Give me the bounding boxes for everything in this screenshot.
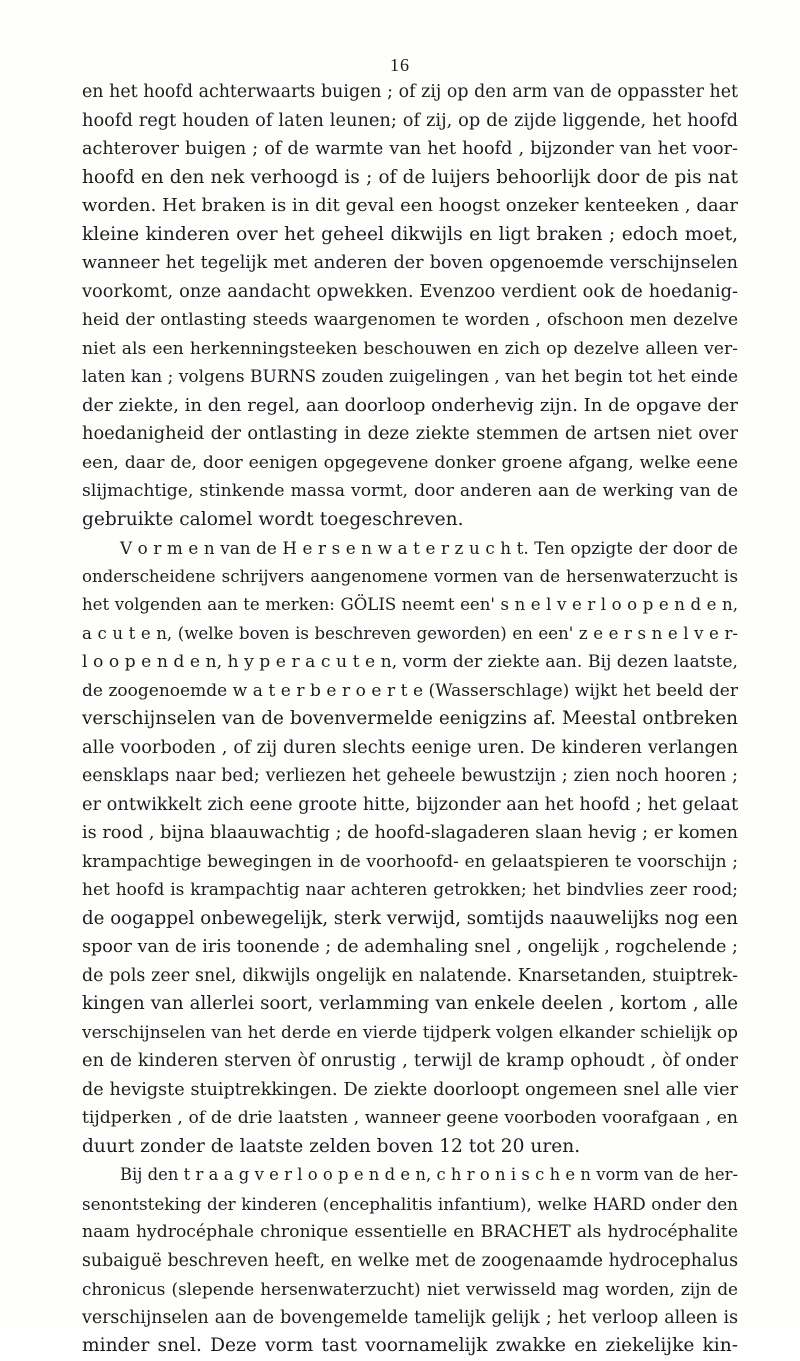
text-line: naam hydrocéphale chronique essentielle en BRACHET als hydrocéphalite xyxy=(82,1222,738,1242)
text-line: l o o p e n d e n, h y p e r a c u t e n, vorm der ziekte aan. Bij dezen laatste, xyxy=(82,652,738,672)
text-line: chronicus (slepende hersenwaterzucht) niet verwisseld mag worden, zijn de xyxy=(82,1279,738,1299)
text-line: de oogappel onbewegelijk, sterk verwijd, somtijds naauwelijks nog een xyxy=(82,907,738,929)
text-line: Bij den t r a a g v e r l o o p e n d e n, c h r o n i s c h e n vorm van de her- xyxy=(120,1165,738,1184)
text-line: wanneer het tegelijk met anderen der boven opgenoemde verschijnselen xyxy=(82,253,738,273)
text-line: en de kinderen sterven òf onrustig , terwijl de kramp ophoudt , òf onder xyxy=(82,1050,738,1071)
text-line: de pols zeer snel, dikwijls ongelijk en nalatende. Knarsetanden, stuiptrek- xyxy=(82,965,738,986)
text-line: onderscheidene schrijvers aangenomene vormen van de hersenwaterzucht is xyxy=(82,566,738,586)
text-line: is rood , bijna blaauwachtig ; de hoofd-slagaderen slaan hevig ; er komen xyxy=(82,823,738,843)
text-line: kleine kinderen over het geheel dikwijls en ligt braken ; edoch moet, xyxy=(82,223,738,245)
text-line: het volgenden aan te merken: GÖLIS neemt een' s n e l v e r l o o p e n d e n, xyxy=(82,595,738,614)
text-line: der ziekte, in den regel, aan doorloop onderhevig zijn. In de opgave der xyxy=(82,394,738,416)
text-line: minder snel. Deze vorm tast voornamelijk zwakke en ziekelijke kin- xyxy=(82,1335,738,1356)
text-line: heid der ontlasting steeds waargenomen te worden , ofschoon men dezelve xyxy=(82,310,738,330)
text-line: senontsteking der kinderen (encephalitis infantium), welke HARD onder den xyxy=(82,1193,738,1214)
text-line: verschijnselen van de bovenvermelde eenigzins af. Meestal ontbreken xyxy=(82,708,738,729)
text-line: en het hoofd achterwaarts buigen ; of zij op den arm van de oppasster het xyxy=(82,82,738,102)
text-line: a c u t e n, (welke boven is beschreven geworden) en een' z e e r s n e l v e r- xyxy=(82,623,738,643)
text-line: alle voorboden , of zij duren slechts eenige uren. De kinderen verlangen xyxy=(82,736,738,758)
text-line: duurt zonder de laatste zelden boven 12 tot 20 uren. xyxy=(82,1135,581,1157)
text-line: kingen van allerlei soort, verlamming van enkele deelen , kortom , alle xyxy=(82,993,738,1014)
page-number: 16 xyxy=(390,55,410,75)
text-line: V o r m e n van de H e r s e n w a t e r z u c h t. Ten opzigte der door de xyxy=(120,538,738,558)
text-line: niet als een herkenningsteeken beschouwen en zich op dezelve alleen ver- xyxy=(82,338,738,359)
text-line: een, daar de, door eenigen opgegevene donker groene afgang, welke eene xyxy=(82,452,738,473)
text-line: de zoogenoemde w a t e r b e r o e r t e (Wasserschlage) wijkt het beeld der xyxy=(82,680,738,701)
text-line: er ontwikkelt zich eene groote hitte, bijzonder aan het hoofd ; het gelaat xyxy=(82,793,739,815)
text-line: de hevigste stuiptrekkingen. De ziekte doorloopt ongemeen snel alle vier xyxy=(82,1079,738,1100)
body-text xyxy=(82,78,738,1361)
text-line: voorkomt, onze aandacht opwekken. Evenzoo verdient ook de hoedanig- xyxy=(82,280,738,302)
text-line: gebruikte calomel wordt toegeschreven. xyxy=(82,508,464,530)
text-line: het hoofd is krampachtig naar achteren getrokken; het bindvlies zeer rood; xyxy=(82,880,738,900)
text-line: spoor van de iris toonende ; de ademhaling snel , ongelijk , rogchelende ; xyxy=(82,937,738,957)
text-line: tijdperken , of de drie laatsten , wanneer geene voorboden voorafgaan , en xyxy=(82,1108,738,1128)
text-line: hoedanigheid der ontlasting in deze ziekte stemmen de artsen niet over xyxy=(82,423,738,444)
text-line: hoofd regt houden of laten leunen; of zij, op de zijde liggende, het hoofd xyxy=(82,109,738,131)
text-line: hoofd en den nek verhoogd is ; of de luijers behoorlijk door de pis nat xyxy=(82,166,738,188)
text-line: eensklaps naar bed; verliezen het geheele bewustzijn ; zien noch hooren ; xyxy=(82,766,738,786)
text-line: achterover buigen ; of de warmte van het hoofd , bijzonder van het voor- xyxy=(82,139,738,159)
text-line: subaiguë beschreven heeft, en welke met de zoogenaamde hydrocephalus xyxy=(82,1250,738,1271)
text-line: slijmachtige, stinkende massa vormt, door anderen aan de werking van de xyxy=(82,481,738,501)
text-line: worden. Het braken is in dit geval een hoogst onzeker kenteeken , daar xyxy=(82,195,738,216)
text-line: verschijnselen aan de bovengemelde tamelijk gelijk ; het verloop alleen is xyxy=(82,1307,738,1328)
text-line: laten kan ; volgens BURNS zouden zuigelingen , van het begin tot het einde xyxy=(82,367,739,387)
text-line: krampachtige bewegingen in de voorhoofd- en gelaatspieren te voorschijn ; xyxy=(82,851,738,872)
text-line: verschijnselen van het derde en vierde tijdperk volgen elkander schielijk op xyxy=(82,1022,738,1043)
